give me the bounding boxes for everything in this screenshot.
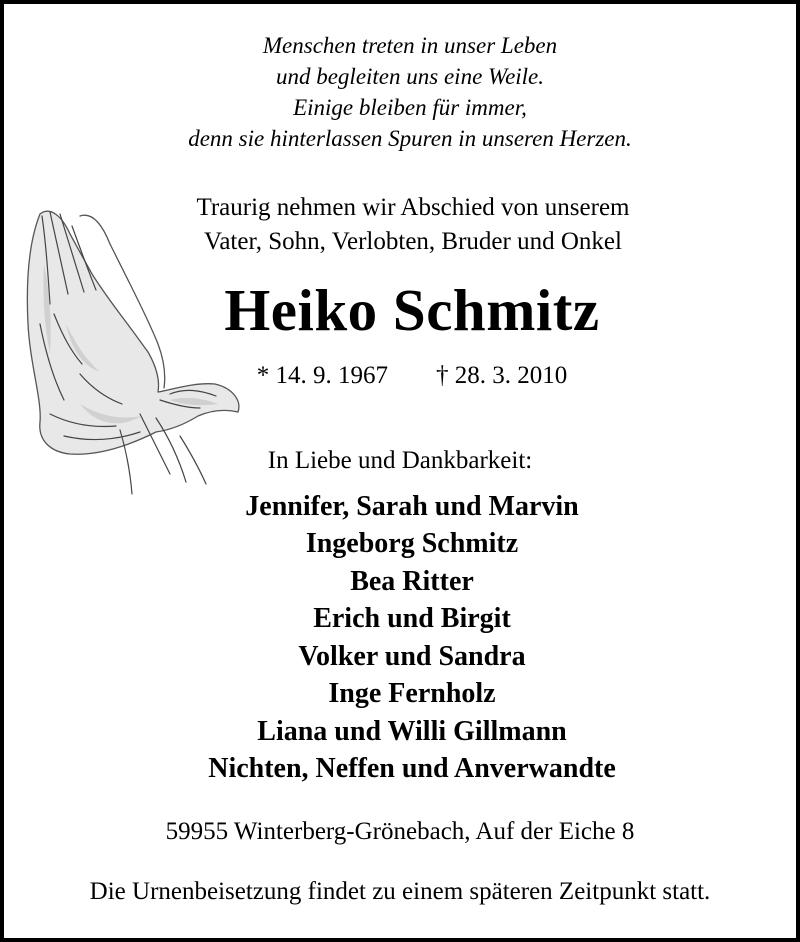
intro-line: Traurig nehmen wir Abschied von unserem bbox=[196, 194, 630, 221]
mourner-name: Erich und Birgit bbox=[313, 603, 511, 634]
birth-date: * 14. 9. 1967 bbox=[256, 362, 388, 389]
burial-note: Die Urnenbeisetzung findet zu einem späteren Zeitpunkt statt. bbox=[89, 878, 711, 905]
mourner-name: Ingeborg Schmitz bbox=[305, 528, 519, 559]
poem-line: denn sie hinterlassen Spuren in unseren Herzen. bbox=[188, 126, 632, 151]
mourner-name: Liana und Willi Gillmann bbox=[257, 716, 567, 747]
intro-line: Vater, Sohn, Verlobten, Bruder und Onkel bbox=[204, 228, 622, 255]
mourner-name: Volker und Sandra bbox=[298, 641, 526, 672]
address: 59955 Winterberg-Grönebach, Auf der Eiche 8 bbox=[165, 818, 635, 845]
mourner-name: Nichten, Neffen und Anverwandte bbox=[208, 753, 616, 784]
poem-line: Einige bleiben für immer, bbox=[293, 95, 527, 120]
thanks-heading: In Liebe und Dankbarkeit: bbox=[267, 447, 533, 474]
mourner-name: Inge Fernholz bbox=[328, 678, 496, 709]
life-dates bbox=[16, 362, 800, 390]
mourner-name: Bea Ritter bbox=[350, 566, 474, 597]
deceased-name: Heiko Schmitz bbox=[224, 277, 600, 343]
poem-line: Menschen treten in unser Leben bbox=[262, 33, 558, 58]
poem-line: und begleiten uns eine Weile. bbox=[275, 64, 545, 89]
death-date: † 28. 3. 2010 bbox=[436, 362, 568, 389]
mourner-name: Jennifer, Sarah und Marvin bbox=[245, 491, 579, 522]
